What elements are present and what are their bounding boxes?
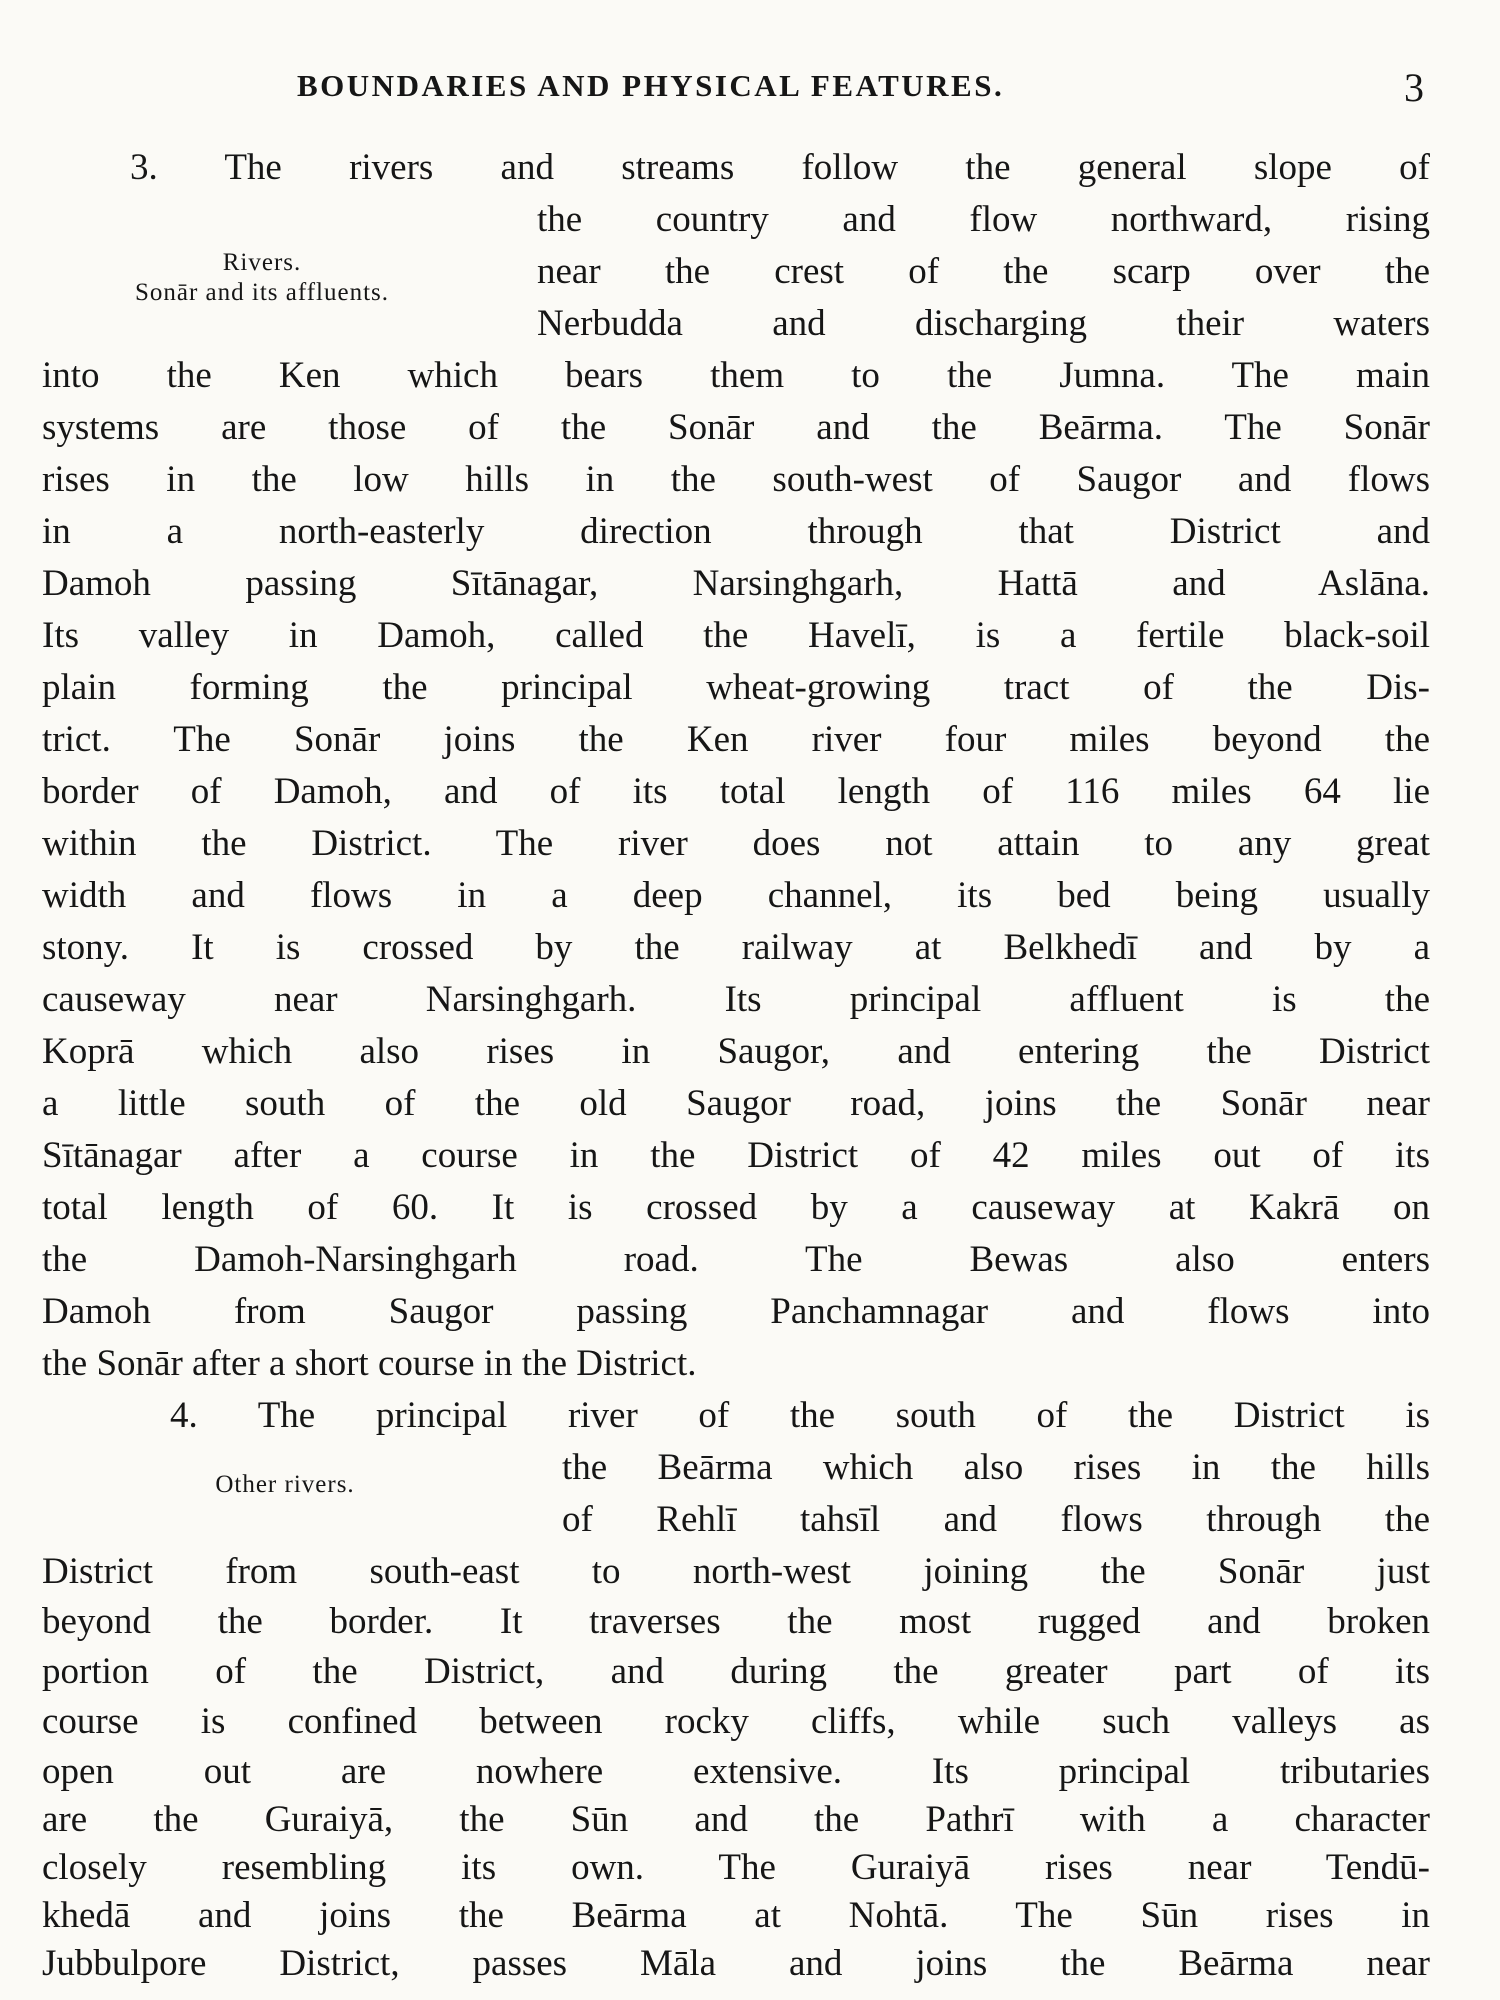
paragraph-3-line: border of Damoh, and of its total length of 116 miles 64 lie xyxy=(42,771,1430,812)
margin-note-rivers-title: Rivers. xyxy=(222,249,302,276)
margin-note-other-rivers xyxy=(100,1470,470,1500)
paragraph-4-line: of Rehlī tahsīl and flows through the xyxy=(562,1499,1430,1540)
paragraph-3-line: systems are those of the Sonār and the Beārma. The Sonār xyxy=(42,407,1430,448)
paragraph-3-line: Damoh passing Sītānagar, Narsinghgarh, Hattā and Aslāna. xyxy=(42,563,1430,604)
page-header xyxy=(0,65,1500,110)
paragraph-3-line: in a north-easterly direction through that District and xyxy=(42,511,1430,552)
paragraph-3-line: width and flows in a deep channel, its bed being usually xyxy=(42,875,1430,916)
paragraph-3-line: Koprā which also rises in Saugor, and entering the District xyxy=(42,1031,1430,1072)
paragraph-4-line: 4. The principal river of the south of the District is xyxy=(170,1395,1430,1436)
paragraph-3-line: stony. It is crossed by the railway at Belkhedī and by a xyxy=(42,927,1430,968)
paragraph-4-line: the Beārma which also rises in the hills xyxy=(562,1447,1430,1488)
paragraph-4-line: khedā and joins the Beārma at Nohtā. The Sūn rises in xyxy=(42,1895,1430,1936)
paragraph-4-line: open out are nowhere extensive. Its principal tributaries xyxy=(42,1751,1430,1792)
paragraph-3-line: 3. The rivers and streams follow the general slope of xyxy=(130,147,1430,188)
page-number: 3 xyxy=(1404,65,1424,110)
paragraph-3-line: Nerbudda and discharging their waters xyxy=(537,303,1430,344)
paragraph-3-line: the Sonār after a short course in the District. xyxy=(42,1343,697,1384)
paragraph-3-line: causeway near Narsinghgarh. Its principal affluent is the xyxy=(42,979,1430,1020)
paragraph-3-line: the country and flow northward, rising xyxy=(537,199,1430,240)
paragraph-3-line: plain forming the principal wheat-growing tract of the Dis- xyxy=(42,667,1430,708)
margin-note-rivers xyxy=(52,248,472,308)
paragraph-4-line: District from south-east to north-west joining the Sonār just xyxy=(42,1551,1430,1592)
paragraph-3-line: into the Ken which bears them to the Jumna. The main xyxy=(42,355,1430,396)
paragraph-4-line: portion of the District, and during the greater part of its xyxy=(42,1651,1430,1692)
paragraph-3-line: the Damoh-Narsinghgarh road. The Bewas also enters xyxy=(42,1239,1430,1280)
paragraph-3-line: Damoh from Saugor passing Panchamnagar and flows into xyxy=(42,1291,1430,1332)
paragraph-4-line: are the Guraiyā, the Sūn and the Pathrī with a character xyxy=(42,1799,1430,1840)
running-head: BOUNDARIES AND PHYSICAL FEATURES. xyxy=(297,68,1005,103)
paragraph-3-line: within the District. The river does not attain to any great xyxy=(42,823,1430,864)
paragraph-3-line: Its valley in Damoh, called the Havelī, is a fertile black-soil xyxy=(42,615,1430,656)
paragraph-3-line: total length of 60. It is crossed by a causeway at Kakrā on xyxy=(42,1187,1430,1228)
paragraph-4-line: beyond the border. It traverses the most rugged and broken xyxy=(42,1601,1430,1642)
paragraph-3-line: a little south of the old Saugor road, joins the Sonār near xyxy=(42,1083,1430,1124)
paragraph-3-line: trict. The Sonār joins the Ken river four miles beyond the xyxy=(42,719,1430,760)
paragraph-3-line: rises in the low hills in the south-west of Saugor and flows xyxy=(42,459,1430,500)
paragraph-3-line: Sītānagar after a course in the District of 42 miles out of its xyxy=(42,1135,1430,1176)
paragraph-4-line: Jubbulpore District, passes Māla and joins the Beārma near xyxy=(42,1943,1430,1984)
margin-note-rivers-sub: Sonār and its affluents. xyxy=(134,279,390,306)
margin-note-other-rivers-text: Other rivers. xyxy=(215,1471,355,1498)
paragraph-4-line: course is confined between rocky cliffs, while such valleys as xyxy=(42,1701,1430,1742)
paragraph-3-line: near the crest of the scarp over the xyxy=(537,251,1430,292)
paragraph-4-line: closely resembling its own. The Guraiyā rises near Tendū- xyxy=(42,1847,1430,1888)
